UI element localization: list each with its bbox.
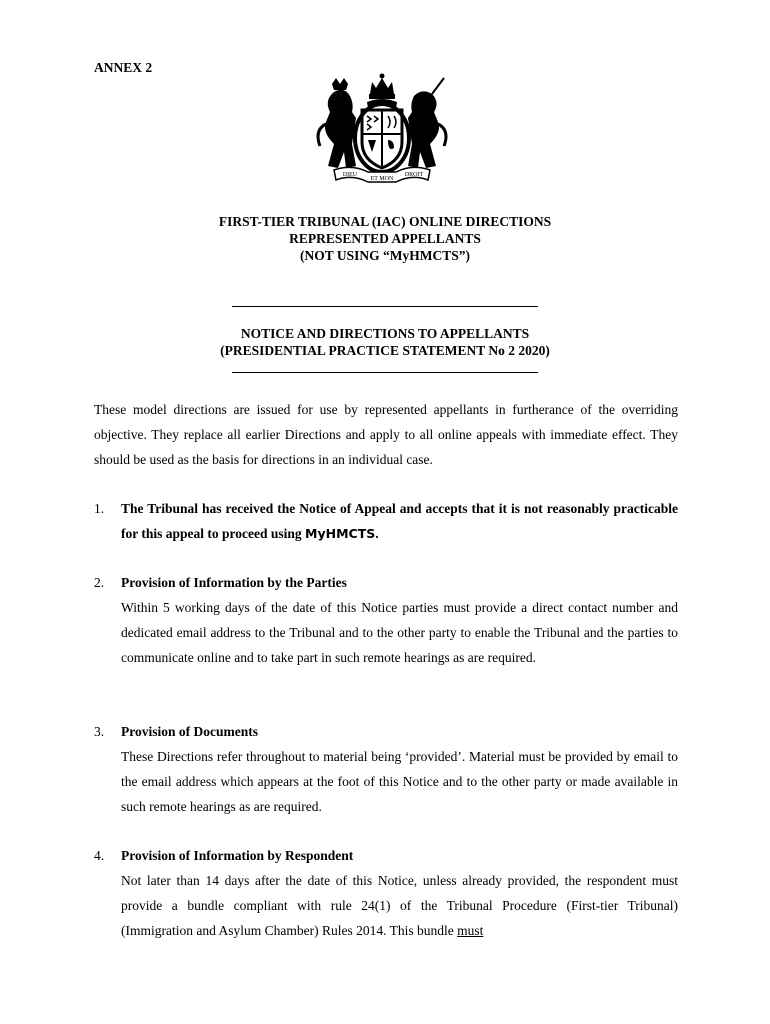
svg-text:ET MON: ET MON — [370, 176, 394, 182]
royal-coat-of-arms-icon — [312, 72, 452, 188]
title-line-3: (NOT USING “MyHMCTS”) — [299, 248, 470, 263]
item-number: 1. — [94, 501, 105, 516]
title-line-1: FIRST-TIER TRIBUNAL (IAC) ONLINE DIRECTIONS — [218, 214, 552, 229]
direction-item-3 — [94, 719, 678, 819]
document-subtitle — [0, 325, 770, 359]
svg-text:DIEU: DIEU — [342, 172, 358, 178]
annex-label: ANNEX 2 — [94, 60, 153, 75]
subtitle-line-1: NOTICE AND DIRECTIONS TO APPELLANTS — [240, 326, 530, 341]
title-line-2: REPRESENTED APPELLANTS — [289, 231, 481, 246]
item-text: Within 5 working days of the date of this Notice parties must provide a direct contact number and dedicated email address to the Tribunal and to the other party to enable the Tribunal and the parties to communicate online and to take part in such remote hearings as are required. — [121, 600, 678, 665]
direction-item-2 — [94, 570, 678, 670]
item-heading: Provision of Documents — [121, 724, 258, 739]
intro-paragraph: These model directions are issued for use by represented appellants in furtherance of the overriding objective. They replace all earlier Directions and apply to all online appeals with immediate effect. They should be used as the basis for directions in an individual case. — [94, 402, 678, 467]
item-body — [121, 570, 678, 670]
item-number: 3. — [94, 724, 105, 739]
item-text: Not later than 14 days after the date of this Notice, unless already provided, the respondent must provide a bundle compliant with rule 24(1) of the Tribunal Procedure (First-tier Tribunal) (Immigration and Asylum Chamber) Rules 2014. This bundle must — [121, 873, 678, 938]
item-heading: Provision of Information by the Parties — [121, 575, 347, 590]
item-number: 2. — [94, 575, 105, 590]
item-heading: Provision of Information by Respondent — [121, 848, 354, 863]
subtitle-line-2: (PRESIDENTIAL PRACTICE STATEMENT No 2 2020) — [220, 343, 550, 358]
document-title — [0, 213, 770, 264]
item-body — [121, 719, 678, 819]
divider-top — [232, 306, 538, 307]
item-number: 4. — [94, 848, 105, 863]
item-text: The Tribunal has received the Notice of Appeal and accepts that it is not reasonably practicable for this appeal to proceed using MyHMCTS. — [121, 501, 678, 541]
item-body — [121, 843, 678, 943]
direction-item-1 — [94, 496, 678, 546]
svg-text:DROIT: DROIT — [404, 172, 424, 178]
divider-bottom — [232, 372, 538, 373]
direction-item-4 — [94, 843, 678, 943]
item-text: These Directions refer throughout to material being ‘provided’. Material must be provided by email to the email address which appears at the foot of this Notice and to the other party or made available in such remote hearings as are required. — [121, 749, 678, 814]
underlined-word: must — [457, 923, 484, 938]
